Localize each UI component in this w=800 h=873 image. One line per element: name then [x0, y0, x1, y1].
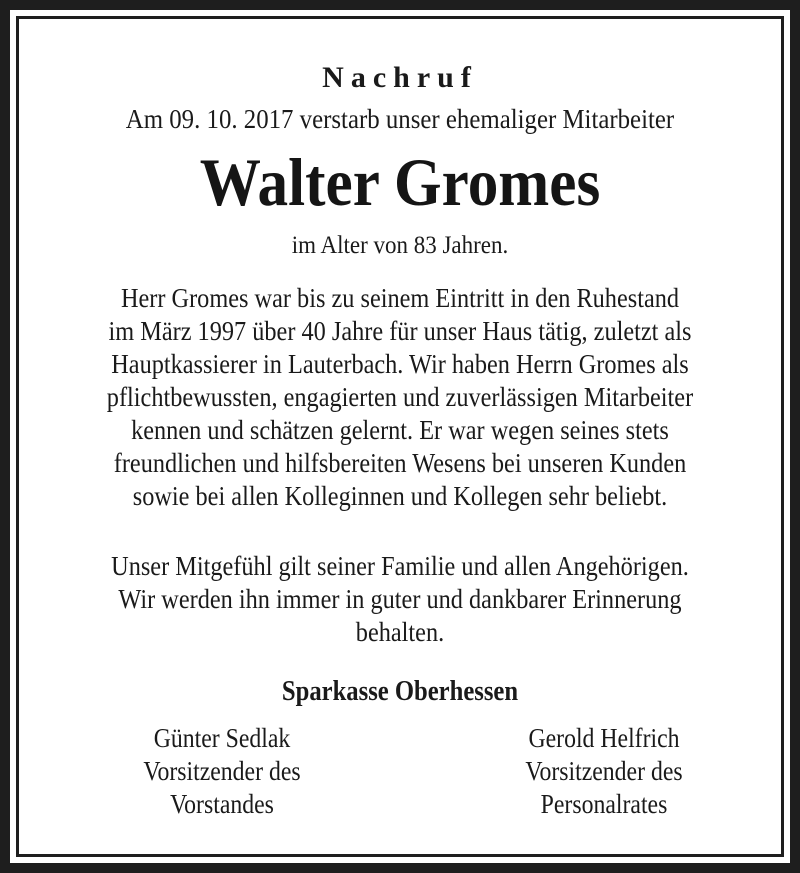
deceased-name: Walter Gromes — [199, 144, 601, 220]
signer-name: Gerold Helfrich — [528, 723, 680, 753]
signer-title: Vorstandes — [170, 789, 274, 819]
paragraph-line: kennen und schätzen gelernt. Er war wegen seines stets — [131, 415, 669, 445]
paragraph-line: Wir werden ihn immer in guter und dankbarer Erinnerung — [118, 584, 682, 614]
condolence-paragraph — [54, 550, 745, 649]
intro-line: Am 09. 10. 2017 verstarb unser ehemaliger Mitarbeiter — [125, 104, 675, 134]
paragraph-line: sowie bei allen Kolleginnen und Kollegen sehr beliebt. — [132, 481, 668, 511]
paragraph-line: pflichtbewussten, engagierten und zuverlässigen Mitarbeiter — [106, 382, 694, 412]
paragraph-line: Hauptkassierer in Lauterbach. Wir haben Herrn Gromes als — [111, 349, 689, 379]
signer-chairman-staff-council — [472, 722, 736, 821]
age-line: im Alter von 83 Jahren. — [291, 232, 509, 259]
tribute-paragraph — [54, 282, 745, 513]
signer-title: Vorsitzender des — [525, 756, 683, 786]
paragraph-line: Herr Gromes war bis zu seinem Eintritt in den Ruhestand — [120, 283, 680, 313]
paragraph-line: im März 1997 über 40 Jahre für unser Haus tätig, zuletzt als — [108, 316, 692, 346]
signer-title: Personalrates — [540, 789, 668, 819]
paragraph-line: Unser Mitgefühl gilt seiner Familie und allen Angehörigen. — [111, 551, 689, 581]
signer-title: Vorsitzender des — [143, 756, 301, 786]
obituary-notice — [16, 16, 784, 857]
paragraph-line: freundlichen und hilfsbereiten Wesens bei unseren Kunden — [113, 448, 687, 478]
organization-name: Sparkasse Oberhessen — [281, 676, 519, 707]
notice-heading: Nachruf — [322, 61, 478, 94]
signer-name: Günter Sedlak — [153, 723, 291, 753]
paragraph-line: behalten. — [355, 617, 445, 647]
signer-chairman-board — [90, 722, 354, 821]
